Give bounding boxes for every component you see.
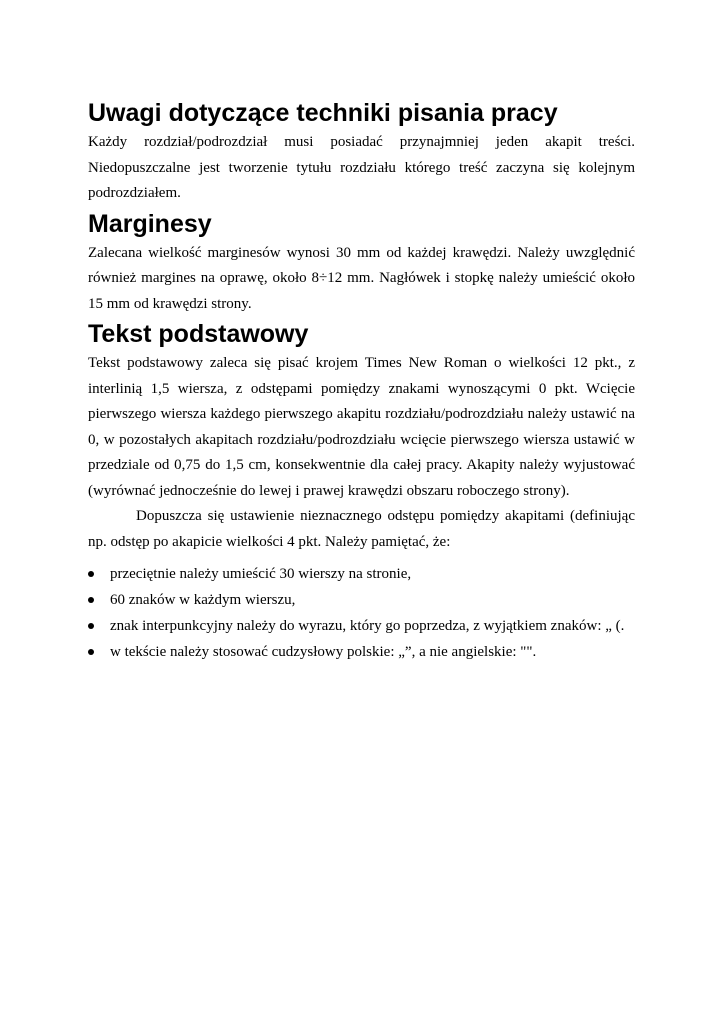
- list-item: [88, 587, 635, 613]
- list-item: [88, 613, 635, 639]
- bullet-icon: [88, 597, 94, 603]
- bullet-list: [88, 561, 635, 665]
- paragraph-odstep-akapitow: Dopuszcza się ustawienie nieznacznego odstępu pomiędzy akapitami (definiując np. odstęp po akapicie wielkości 4 pkt. Należy pamiętać, że:: [88, 508, 635, 550]
- list-item-text: w tekście należy stosować cudzysłowy polskie: „”, a nie angielskie: "".: [110, 644, 537, 660]
- paragraph-tekst-podstawowy: Tekst podstawowy zaleca się pisać krojem Times New Roman o wielkości 12 pkt., z interlinią 1,5 wiersza, z odstępami pomiędzy znakami wynoszącymi 0 pkt. Wcięcie pierwszego wiersza każdego pierwszego akapitu rozdziału/podrozdziału należy ustawić na 0, w pozostałych akapitach rozdziału/podrozdziału wcięcie pierwszego wiersza ustawić w przedziale od 0,75 do 1,5 cm, konsekwentnie dla całej pracy. Akapity należy wyjustować (wyrównać jednocześnie do lewej i prawej krawędzi obszaru roboczego strony).: [88, 355, 635, 499]
- bullet-icon: [88, 649, 94, 655]
- heading-marginesy: Marginesy: [88, 209, 212, 238]
- paragraph-marginesy: Zalecana wielkość marginesów wynosi 30 mm od każdej krawędzi. Należy uwzględnić również margines na oprawę, około 8÷12 mm. Nagłówek i stopkę należy umieścić około 15 mm od krawędzi strony.: [88, 244, 635, 312]
- list-item: [88, 561, 635, 587]
- bullet-icon: [88, 623, 94, 629]
- list-item-text: znak interpunkcyjny należy do wyrazu, który go poprzedza, z wyjątkiem znaków: „ (.: [110, 618, 625, 634]
- paragraph-technika-pisania: Każdy rozdział/podrozdział musi posiadać przynajmniej jeden akapit treści. Niedopuszczalne jest tworzenie tytułu rozdziału którego treść zaczyna się kolejnym podrozdziałem.: [88, 134, 635, 201]
- list-item-text: 60 znaków w każdym wierszu,: [110, 592, 296, 608]
- list-item-text: przeciętnie należy umieścić 30 wierszy na stronie,: [110, 566, 412, 582]
- bullet-icon: [88, 571, 94, 577]
- heading-technika-pisania: Uwagi dotyczące techniki pisania pracy: [88, 99, 558, 127]
- document-page: [88, 96, 635, 665]
- list-item: [88, 639, 635, 665]
- heading-tekst-podstawowy: Tekst podstawowy: [88, 320, 309, 348]
